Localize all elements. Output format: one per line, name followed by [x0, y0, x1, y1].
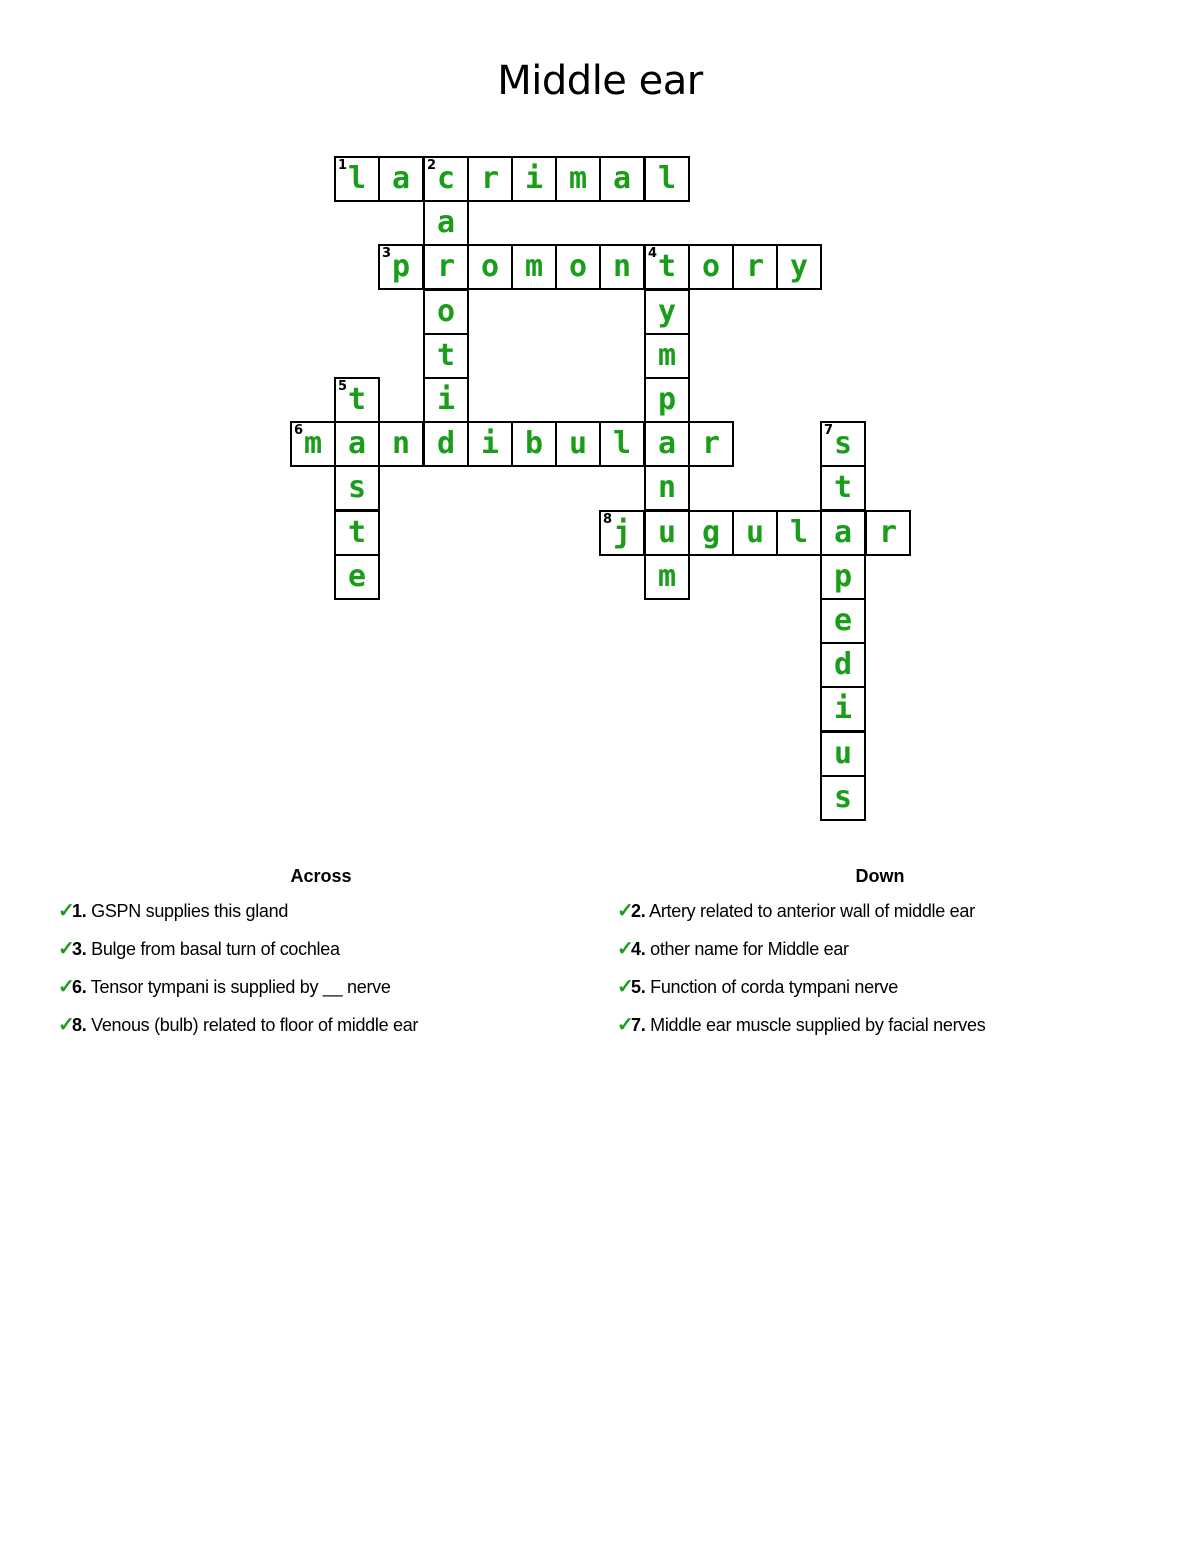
cell-letter: i — [833, 691, 853, 726]
page-title: Middle ear — [497, 58, 703, 104]
cell-letter: s — [347, 470, 367, 505]
crossword-cell[interactable] — [555, 244, 601, 290]
clue-number: 5 — [338, 379, 348, 394]
cell-letter: t — [657, 249, 677, 284]
cell-letter: u — [833, 736, 853, 771]
crossword-cell[interactable] — [688, 421, 734, 467]
crossword-cell[interactable] — [599, 421, 645, 467]
check-icon: ✓ — [617, 938, 634, 960]
cell-letter: i — [524, 161, 544, 196]
clue-number: 1 — [338, 158, 348, 173]
cell-letter: o — [436, 294, 456, 329]
cell-letter: c — [436, 161, 456, 196]
cell-letter: p — [657, 382, 677, 417]
cell-letter: y — [789, 249, 809, 284]
cell-letter: t — [347, 515, 367, 550]
cell-letter: n — [657, 470, 677, 505]
cell-letter: r — [436, 249, 456, 284]
cell-letter: r — [480, 161, 500, 196]
cell-letter: n — [391, 426, 411, 461]
crossword-cell[interactable] — [334, 421, 380, 467]
cell-letter: m — [657, 338, 677, 373]
crossword-cell[interactable] — [378, 421, 424, 467]
crossword-cell[interactable] — [599, 244, 645, 290]
across-heading: Across — [290, 866, 352, 886]
crossword-cell[interactable] — [334, 554, 380, 600]
crossword-cell[interactable] — [865, 510, 911, 556]
cell-letter: l — [612, 426, 632, 461]
crossword-cell[interactable] — [334, 156, 380, 202]
cell-letter: m — [524, 249, 544, 284]
cell-letter: s — [833, 426, 853, 461]
check-icon: ✓ — [58, 976, 75, 998]
crossword-cell[interactable] — [644, 421, 690, 467]
cell-letter: m — [568, 161, 588, 196]
clue-number: 8 — [603, 512, 613, 527]
clue-across-6[interactable]: ✓6. Tensor tympani is supplied by __ nerve — [58, 976, 391, 998]
cell-letter: e — [833, 603, 853, 638]
cell-letter: u — [568, 426, 588, 461]
down-heading: Down — [855, 866, 905, 886]
cell-letter: e — [347, 559, 367, 594]
crossword-cell[interactable] — [820, 421, 866, 467]
cell-letter: t — [347, 382, 367, 417]
clue-down-7[interactable]: ✓7. Middle ear muscle supplied by facial nerves — [617, 1014, 986, 1036]
cell-letter: a — [657, 426, 677, 461]
crossword-cell[interactable] — [511, 244, 557, 290]
crossword-cell[interactable] — [511, 421, 557, 467]
cell-letter: o — [480, 249, 500, 284]
cell-letter: i — [436, 382, 456, 417]
crossword-cell[interactable] — [644, 377, 690, 423]
clue-down-5[interactable]: ✓5. Function of corda tympani nerve — [617, 976, 898, 998]
crossword-cell[interactable] — [334, 465, 380, 511]
crossword-cell[interactable] — [555, 156, 601, 202]
cell-letter: r — [878, 515, 898, 550]
crossword-cell[interactable] — [334, 377, 380, 423]
crossword-cell[interactable] — [467, 421, 513, 467]
crossword-cell[interactable] — [644, 289, 690, 335]
crossword-cell[interactable] — [423, 156, 469, 202]
cell-letter: p — [833, 559, 853, 594]
crossword-cell[interactable] — [820, 598, 866, 644]
crossword-cell[interactable] — [599, 156, 645, 202]
clue-number: 2 — [427, 158, 437, 173]
cell-letter: a — [436, 205, 456, 240]
cell-letter: u — [657, 515, 677, 550]
crossword-cell[interactable] — [290, 421, 336, 467]
crossword-cell[interactable] — [820, 731, 866, 777]
clue-number: 6 — [294, 423, 304, 438]
clue-across-3[interactable]: ✓3. Bulge from basal turn of cochlea — [58, 938, 340, 960]
cell-letter: m — [303, 426, 323, 461]
crossword-cell[interactable] — [644, 244, 690, 290]
crossword-cell[interactable] — [467, 244, 513, 290]
crossword-cell[interactable] — [511, 156, 557, 202]
cell-letter: t — [436, 338, 456, 373]
cell-letter: p — [391, 249, 411, 284]
cell-letter: y — [657, 294, 677, 329]
cell-letter: l — [347, 161, 367, 196]
crossword-cell[interactable] — [820, 554, 866, 600]
cell-letter: r — [745, 249, 765, 284]
crossword-cell[interactable] — [820, 510, 866, 556]
crossword-cell[interactable] — [378, 244, 424, 290]
crossword-cell[interactable] — [644, 333, 690, 379]
check-icon: ✓ — [58, 900, 75, 922]
check-icon: ✓ — [58, 1014, 75, 1036]
crossword-cell[interactable] — [820, 642, 866, 688]
cell-letter: g — [701, 515, 721, 550]
clue-number: 3 — [382, 246, 392, 261]
cell-letter: a — [833, 515, 853, 550]
cell-letter: o — [568, 249, 588, 284]
check-icon: ✓ — [58, 938, 75, 960]
cell-letter: d — [833, 647, 853, 682]
cell-letter: l — [789, 515, 809, 550]
crossword-cell[interactable] — [644, 554, 690, 600]
cell-letter: a — [347, 426, 367, 461]
crossword-cell[interactable] — [423, 421, 469, 467]
cell-letter: i — [480, 426, 500, 461]
cell-letter: a — [391, 161, 411, 196]
crossword-cell[interactable] — [555, 421, 601, 467]
down-clue-list — [617, 898, 985, 1050]
crossword-cell[interactable] — [776, 244, 822, 290]
cell-letter: o — [701, 249, 721, 284]
crossword-cell[interactable] — [732, 244, 778, 290]
crossword-cell[interactable] — [776, 510, 822, 556]
crossword-cell[interactable] — [423, 377, 469, 423]
crossword-cell[interactable] — [599, 510, 645, 556]
cell-letter: a — [612, 161, 632, 196]
cell-letter: r — [701, 426, 721, 461]
crossword-cell[interactable] — [644, 156, 690, 202]
crossword-cell[interactable] — [820, 465, 866, 511]
clue-number: 4 — [648, 246, 658, 261]
cell-letter: t — [833, 470, 853, 505]
cell-letter: l — [657, 161, 677, 196]
check-icon: ✓ — [617, 976, 634, 998]
crossword-cell[interactable] — [688, 244, 734, 290]
cell-letter: u — [745, 515, 765, 550]
cell-letter: n — [612, 249, 632, 284]
clue-across-8[interactable]: ✓8. Venous (bulb) related to floor of middle ear — [58, 1014, 419, 1036]
cell-letter: d — [436, 426, 456, 461]
crossword-cell[interactable] — [423, 333, 469, 379]
crossword-cell[interactable] — [688, 510, 734, 556]
check-icon: ✓ — [617, 900, 634, 922]
crossword-cell[interactable] — [378, 156, 424, 202]
clue-across-1[interactable]: ✓1. GSPN supplies this gland — [58, 900, 289, 922]
crossword-cell[interactable] — [334, 510, 380, 556]
crossword-cell[interactable] — [820, 686, 866, 732]
check-icon: ✓ — [617, 1014, 634, 1036]
crossword-cell[interactable] — [423, 244, 469, 290]
crossword-cell[interactable] — [732, 510, 778, 556]
cell-letter: s — [833, 780, 853, 815]
crossword-cell[interactable] — [820, 775, 866, 821]
crossword-cell[interactable] — [644, 465, 690, 511]
cell-letter: j — [612, 515, 632, 550]
crossword-cell[interactable] — [423, 289, 469, 335]
clue-down-4[interactable]: ✓4. other name for Middle ear — [617, 938, 849, 960]
cell-letter: b — [524, 426, 544, 461]
crossword-cell[interactable] — [644, 510, 690, 556]
cell-letter: m — [657, 559, 677, 594]
across-clue-list — [58, 898, 418, 1050]
clue-number: 7 — [824, 423, 834, 438]
clue-down-2[interactable]: ✓2. Artery related to anterior wall of middle ear — [617, 900, 975, 922]
crossword-cell[interactable] — [423, 200, 469, 246]
crossword-cell[interactable] — [467, 156, 513, 202]
